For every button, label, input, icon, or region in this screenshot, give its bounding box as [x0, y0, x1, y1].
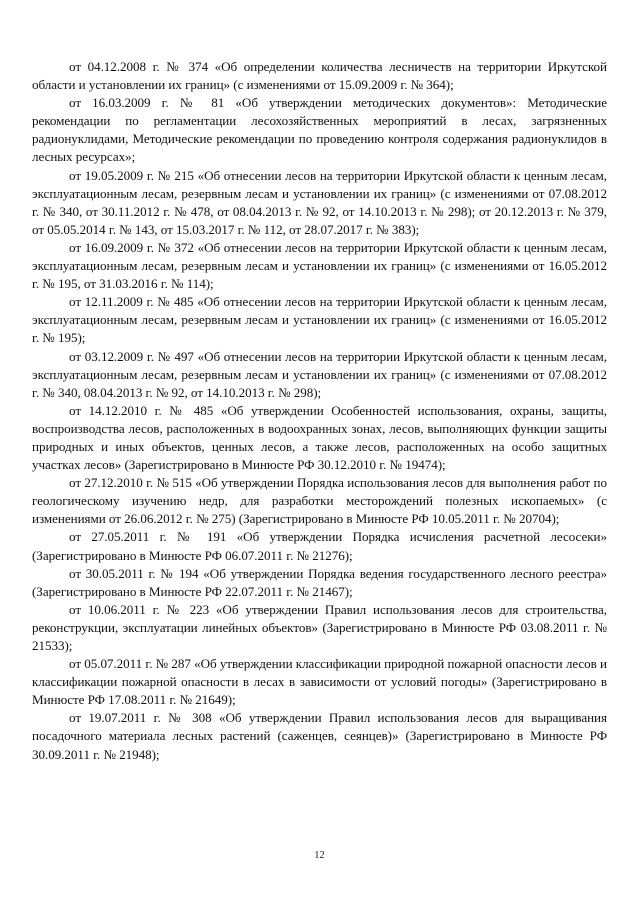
- paragraph-order-497: от 03.12.2009 г. № 497 «Об отнесении лесов на территории Иркутской области к ценным лесам, эксплуатационным лесам, резервным лесам и установлении их границ» (с изменениями от 07.08.2012 г. № 340, 08.04.2013 г. № 92, от 14.10.2013 г. № 298);: [32, 348, 607, 400]
- paragraph-order-81: от 16.03.2009 г. № 81 «Об утверждении методических документов»: Методические рекомендации по регламентации лесохозяйственных мероприятий в лесах, загрязненных радионуклидами, Методические рекомендации по проведению контроля содержания радионуклидов в лесных ресурсах»;: [32, 95, 607, 165]
- paragraph-order-215: от 19.05.2009 г. № 215 «Об отнесении лесов на территории Иркутской области к ценным лесам, эксплуатационным лесам, резервным лесам и установлении их границ» (с изменениями от 07.08.2012 г. № 340, от 30.11.2012 г. № 478, от 08.04.2013 г. № 92, от 14.10.2013 г. № 298); от 20.12.2013 г. № 379, от 05.05.2014 г. № 143, от 15.03.2017 г. № 112, от 28.07.2017 г. № 383);: [32, 167, 607, 237]
- paragraph-order-223: от 10.06.2011 г. № 223 «Об утверждении Правил использования лесов для строительства, реконструкции, эксплуатации линейных объектов» (Зарегистрировано в Минюсте РФ 03.08.2011 г. № 21533);: [32, 601, 607, 653]
- document-body: [32, 58, 607, 764]
- paragraph-order-515: от 27.12.2010 г. № 515 «Об утверждении Порядка использования лесов для выполнения работ по геологическому изучению недр, для разработки месторождений полезных ископаемых» (с изменениями от 26.06.2012 г. № 275) (Зарегистрировано в Минюсте РФ 10.05.2011 г. № 20704);: [32, 475, 607, 527]
- paragraph-order-485-2009: от 12.11.2009 г. № 485 «Об отнесении лесов на территории Иркутской области к ценным лесам, эксплуатационным лесам, резервным лесам и установлении их границ» (с изменениями от 16.05.2012 г. № 195);: [32, 294, 607, 346]
- paragraph-order-194: от 30.05.2011 г. № 194 «Об утверждении Порядка ведения государственного лесного реестра» (Зарегистрировано в Минюсте РФ 22.07.2011 г. № 21467);: [32, 565, 607, 599]
- paragraph-order-372: от 16.09.2009 г. № 372 «Об отнесении лесов на территории Иркутской области к ценным лесам, эксплуатационным лесам, резервным лесам и установлении их границ» (с изменениями от 16.05.2012 г. № 195, от 31.03.2016 г. № 114);: [32, 239, 607, 292]
- paragraph-order-485-2010: от 14.12.2010 г. № 485 «Об утверждении Особенностей использования, охраны, защиты, воспроизводства лесов, расположенных в водоохранных зонах, лесов, выполняющих функции защиты природных и иных объектов, ценных лесов, а также лесов, расположенных на особо защитных участках лесов» (Зарегистрировано в Минюсте РФ 30.12.2010 г. № 19474);: [32, 402, 607, 473]
- paragraph-order-191: от 27.05.2011 г. № 191 «Об утверждении Порядка исчисления расчетной лесосеки» (Зарегистрировано в Минюсте РФ 06.07.2011 г. № 21276);: [32, 529, 607, 563]
- page-number: 12: [314, 850, 325, 861]
- paragraph-order-308: от 19.07.2011 г. № 308 «Об утверждении Правил использования лесов для выращивания посадочного материала лесных растений (саженцев, сеянцев)» (Зарегистрировано в Минюсте РФ 30.09.2011 г. № 21948);: [32, 710, 607, 762]
- paragraph-order-287: от 05.07.2011 г. № 287 «Об утверждении классификации природной пожарной опасности лесов и классификации пожарной опасности в лесах в зависимости от условий погоды» (Зарегистрировано в Минюсте РФ 17.08.2011 г. № 21649);: [32, 656, 607, 708]
- paragraph-order-374: от 04.12.2008 г. № 374 «Об определении количества лесничеств на территории Иркутской области и установлении их границ» (с изменениями от 15.09.2009 г. № 364);: [32, 59, 607, 93]
